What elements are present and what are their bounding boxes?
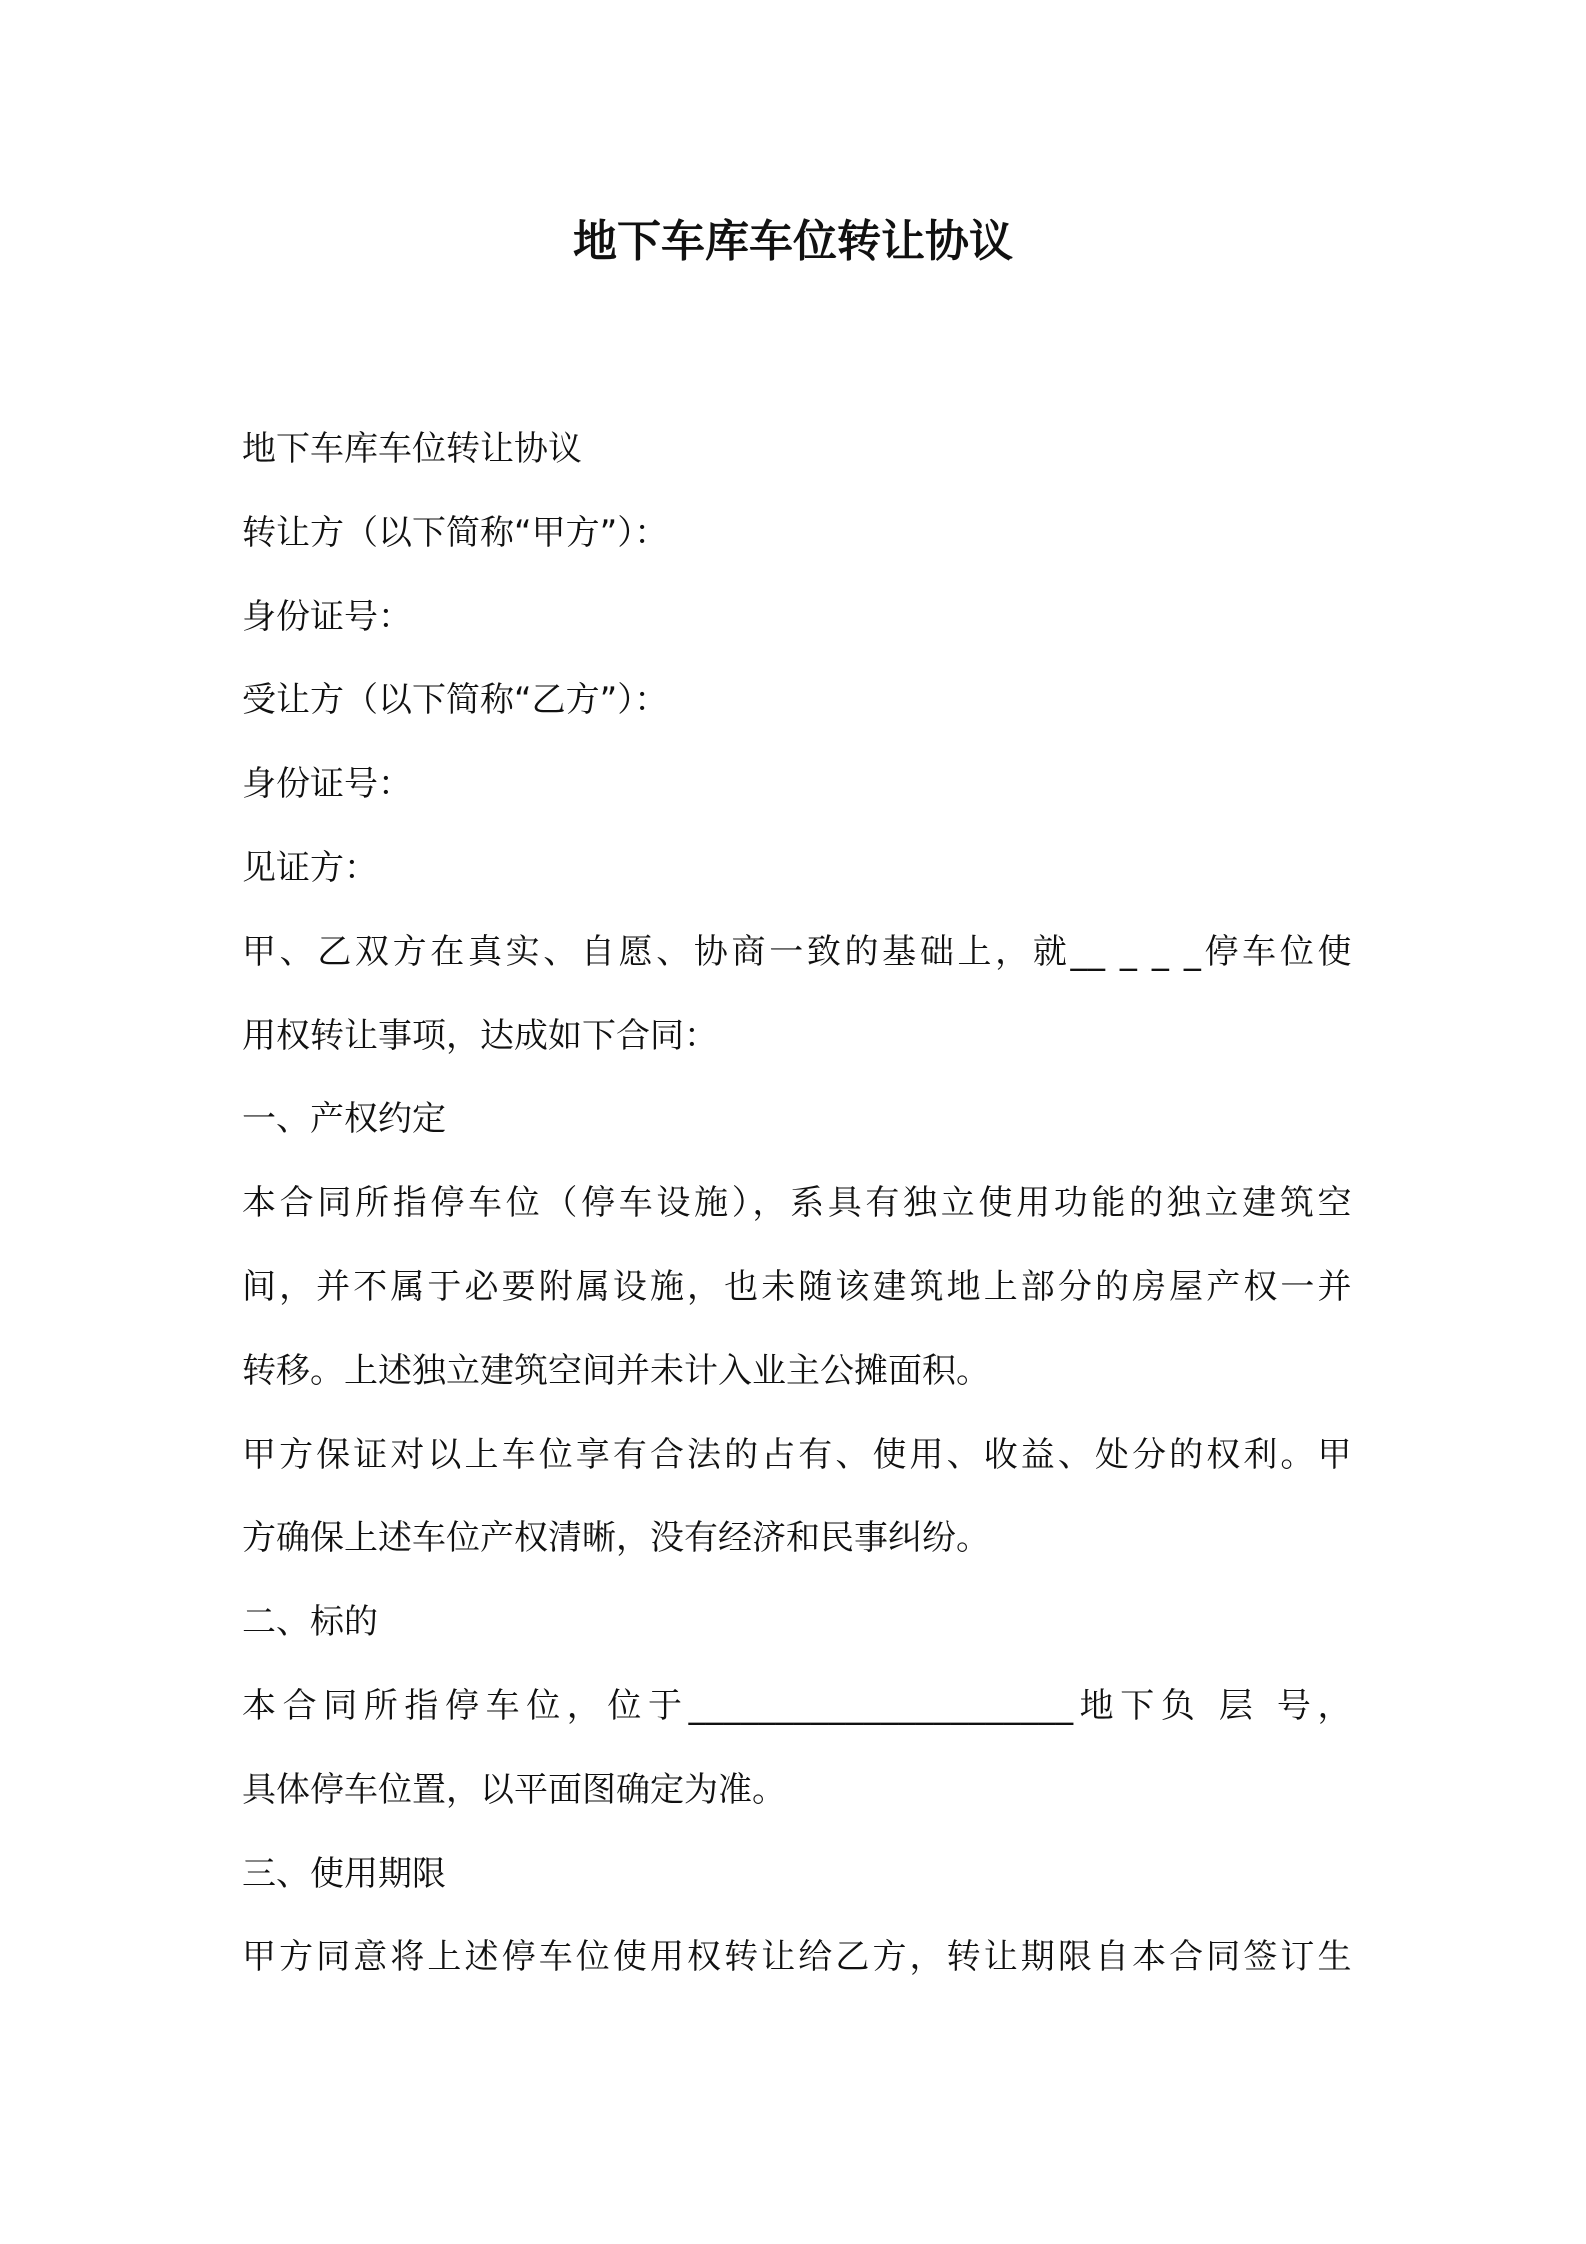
subject-paragraph-line-2: 具体停车位置，以平面图确定为准。 [242,1769,786,1810]
intro-paragraph-line-1: 甲、乙双方在真实、自愿、协商一致的基础上，就__ _ _ _停车位使 [242,931,1352,972]
term-paragraph-line-1: 甲方同意将上述停车位使用权转让给乙方，转让期限自本合同签订生 [242,1937,1352,1978]
transferee-id-line: 身份证号： [242,764,412,805]
transferor-line: 转让方（以下简称“甲方”）： [242,512,669,553]
ownership-paragraph-line-2: 间，并不属于必要附属设施，也未随该建筑地上部分的房屋产权一并 [242,1266,1352,1307]
body-line-heading: 地下车库车位转让协议 [242,429,582,469]
guarantee-paragraph-line-1: 甲方保证对以上车位享有合法的占有、使用、收益、处分的权利。甲 [242,1434,1352,1475]
document-body [242,408,1352,2000]
witness-line: 见证方： [242,847,378,888]
section-heading-term: 三、使用期限 [242,1853,446,1894]
section-heading-ownership: 一、产权约定 [242,1099,446,1140]
ownership-paragraph-line-3: 转移。上述独立建筑空间并未计入业主公摊面积。 [242,1350,990,1391]
subject-paragraph-line-1: 本合同所指停车位，位于______________________地下负 层 号， [242,1685,1352,1726]
transferee-line: 受让方（以下简称“乙方”）： [242,680,669,721]
intro-paragraph-line-2: 用权转让事项，达成如下合同： [242,1015,718,1056]
guarantee-paragraph-line-2: 方确保上述车位产权清晰，没有经济和民事纠纷。 [242,1518,990,1559]
transferor-id-line: 身份证号： [242,596,412,637]
ownership-paragraph-line-1: 本合同所指停车位（停车设施），系具有独立使用功能的独立建筑空 [242,1183,1352,1224]
section-heading-subject: 二、标的 [242,1602,378,1643]
document-title: 地下车库车位转让协议 [573,216,1013,267]
